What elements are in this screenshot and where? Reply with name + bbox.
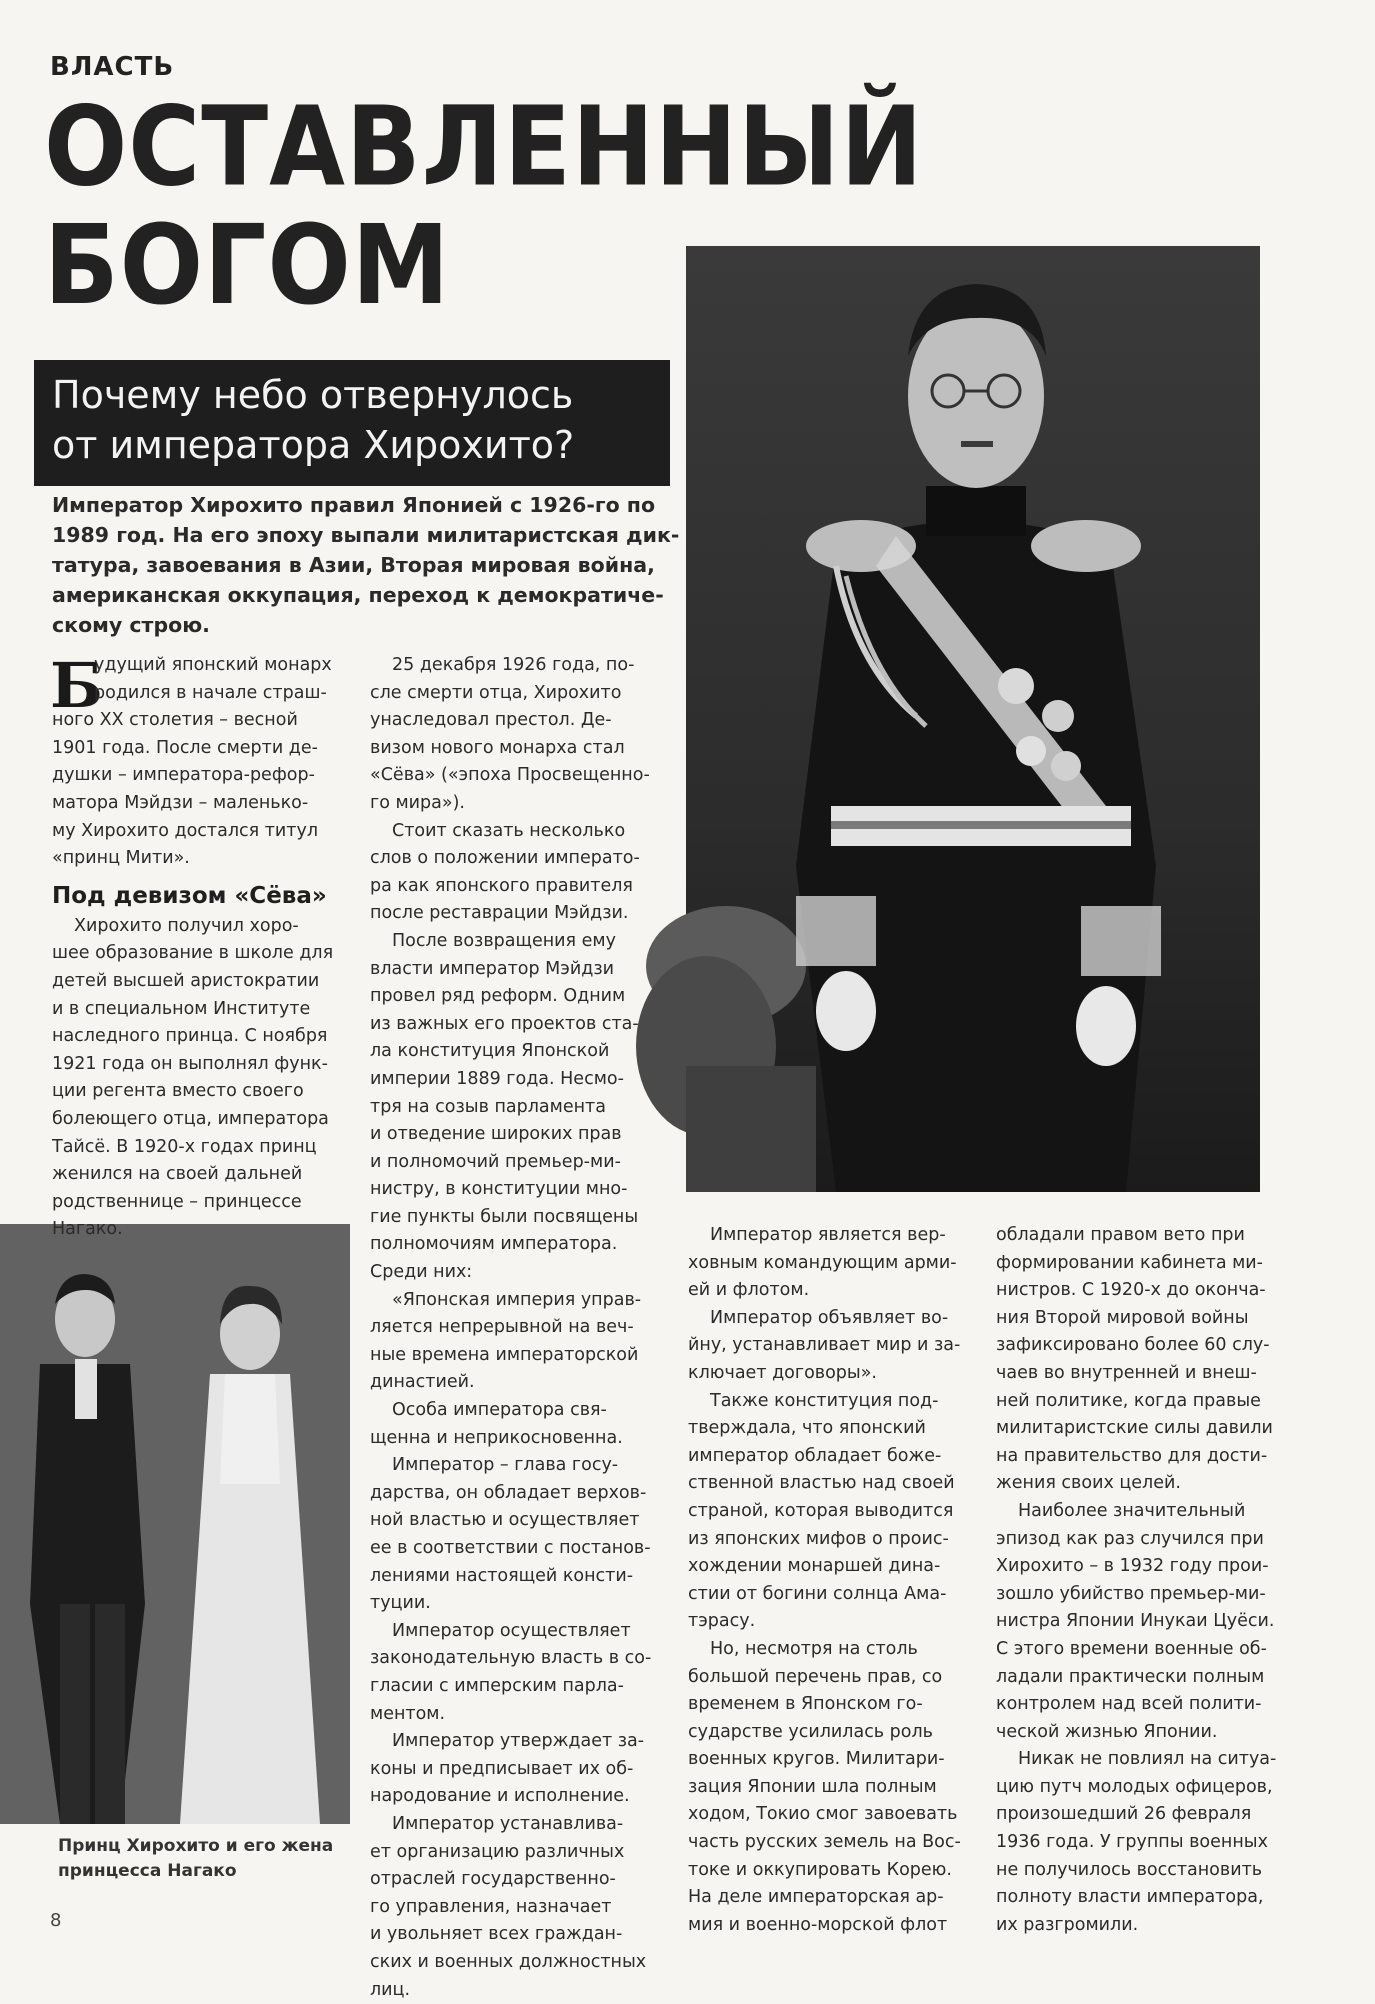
text-line: Но, несмотря на столь (688, 1636, 978, 1664)
lead-paragraph (52, 490, 672, 640)
text-line: народование и исполнение. (370, 1783, 670, 1811)
text-line: Император – глава госу- (370, 1452, 670, 1480)
text-line: лиц. (370, 1977, 670, 2004)
text-line: большой перечень прав, со (688, 1664, 978, 1692)
text-line: из японских мифов о проис- (688, 1526, 978, 1554)
text-line: коны и предписывает их об- (370, 1756, 670, 1784)
text-line: и полномочий премьер-ми- (370, 1149, 670, 1177)
text-line: ей и флотом. (688, 1277, 978, 1305)
text-line: тэрасу. (688, 1608, 978, 1636)
text-line: го управления, назначает (370, 1894, 670, 1922)
text-line: император обладает боже- (688, 1443, 978, 1471)
text-line: власти император Мэйдзи (370, 956, 670, 984)
text-line: империи 1889 года. Несмо- (370, 1066, 670, 1094)
text-line: Император устанавлива- (370, 1811, 670, 1839)
text-line: тверждала, что японский (688, 1415, 978, 1443)
text-line: ляется непрерывной на веч- (370, 1314, 670, 1342)
text-line: их разгромили. (996, 1912, 1306, 1940)
text-line: После возвращения ему (370, 928, 670, 956)
headline-line-2: БОГОМ (44, 207, 1104, 326)
subtitle-line: Почему небо отвернулось (52, 370, 652, 420)
subtitle-box (34, 360, 670, 486)
text-line: сле смерти отца, Хирохито (370, 680, 670, 708)
subtitle-line: от императора Хирохито? (52, 420, 652, 470)
text-line: родственнице – принцессе (52, 1189, 342, 1217)
text-line: зошло убийство премьер-ми- (996, 1581, 1306, 1609)
text-line: нистру, в конституции мно- (370, 1176, 670, 1204)
lead-line: скому строю. (52, 610, 672, 640)
text-line: ла конституция Японской (370, 1038, 670, 1066)
text-line: ней политике, когда правые (996, 1388, 1306, 1416)
text-line: родился в начале страш- (52, 680, 342, 708)
text-line: на правительство для дости- (996, 1443, 1306, 1471)
text-line: Наиболее значительный (996, 1498, 1306, 1526)
text-line: мия и военно-морской флот (688, 1912, 978, 1940)
text-line: полномочиям императора. (370, 1231, 670, 1259)
text-line: 1921 года он выполнял функ- (52, 1051, 342, 1079)
text-line: часть русских земель на Вос- (688, 1829, 978, 1857)
text-line: матора Мэйдзи – маленько- (52, 790, 342, 818)
text-line: нистров. С 1920-х до оконча- (996, 1277, 1306, 1305)
text-line: не получилось восстановить (996, 1857, 1306, 1885)
text-line: ключает договоры». (688, 1360, 978, 1388)
text-line: цию путч молодых офицеров, (996, 1774, 1306, 1802)
text-line: Никак не повлиял на ситуа- (996, 1746, 1306, 1774)
text-line: ственной властью над своей (688, 1470, 978, 1498)
text-line: 25 декабря 1926 года, по- (370, 652, 670, 680)
text-line: обладали правом вето при (996, 1222, 1306, 1250)
text-line: детей высшей аристократии (52, 968, 342, 996)
text-line: ные времена императорской (370, 1342, 670, 1370)
text-line: контролем над всей полити- (996, 1691, 1306, 1719)
text-line: Особа императора свя- (370, 1397, 670, 1425)
text-line: страной, которая выводится (688, 1498, 978, 1526)
text-line: Нагако. (52, 1216, 342, 1244)
text-line: чаев во внутренней и внеш- (996, 1360, 1306, 1388)
text-line: милитаристские силы давили (996, 1415, 1306, 1443)
caption-line: принцесса Нагако (58, 1859, 358, 1884)
text-line: ее в соответствии с постанов- (370, 1535, 670, 1563)
text-line: Тайсё. В 1920-х годах принц (52, 1134, 342, 1162)
text-line: зафиксировано более 60 слу- (996, 1332, 1306, 1360)
text-line: Стоит сказать несколько (370, 818, 670, 846)
text-line: туции. (370, 1590, 670, 1618)
text-line: йну, устанавливает мир и за- (688, 1332, 978, 1360)
emperor-portrait-photo (686, 246, 1260, 1192)
text-line: удущий японский монарх (52, 652, 342, 680)
photo-caption (58, 1834, 358, 1884)
text-line: лениями настоящей консти- (370, 1563, 670, 1591)
text-line: ной властью и осуществляет (370, 1507, 670, 1535)
prince-princess-photo (0, 1224, 350, 1824)
text-line: военных кругов. Милитари- (688, 1746, 978, 1774)
text-line: сударстве усилилась роль (688, 1719, 978, 1747)
text-line: эпизод как раз случился при (996, 1526, 1306, 1554)
text-line: ции регента вместо своего (52, 1078, 342, 1106)
text-line: ховным командующим арми- (688, 1250, 978, 1278)
text-line: го мира»). (370, 790, 670, 818)
text-line: Император является вер- (688, 1222, 978, 1250)
text-line: душки – императора-рефор- (52, 762, 342, 790)
column-4 (996, 1222, 1306, 1939)
text-line: ских и военных должностных (370, 1949, 670, 1977)
text-line: дарства, он обладает верхов- (370, 1480, 670, 1508)
caption-line: Принц Хирохито и его жена (58, 1834, 358, 1859)
text-line: Также конституция под- (688, 1388, 978, 1416)
text-line: ческой жизнью Японии. (996, 1719, 1306, 1747)
text-line: произошедший 26 февраля (996, 1801, 1306, 1829)
text-line: визом нового монарха стал (370, 735, 670, 763)
text-line: ходом, Токио смог завоевать (688, 1801, 978, 1829)
text-line: унаследовал престол. Де- (370, 707, 670, 735)
text-line: нистра Японии Инукаи Цуёси. (996, 1608, 1306, 1636)
text-line: стии от богини солнца Ама- (688, 1581, 978, 1609)
lead-line: татура, завоевания в Азии, Вторая мировая война, (52, 550, 672, 580)
text-line: Среди них: (370, 1259, 670, 1287)
text-line: щенна и неприкосновенна. (370, 1425, 670, 1453)
text-line: формировании кабинета ми- (996, 1250, 1306, 1278)
text-line: 1936 года. У группы военных (996, 1829, 1306, 1857)
text-line: временем в Японском го- (688, 1691, 978, 1719)
text-line: законодательную власть в со- (370, 1645, 670, 1673)
text-line: и увольняет всех граждан- (370, 1921, 670, 1949)
lead-line: американская оккупация, переход к демократиче- (52, 580, 672, 610)
text-line: провел ряд реформ. Одним (370, 983, 670, 1011)
text-line: «принц Мити». (52, 845, 342, 873)
text-line: болеющего отца, императора (52, 1106, 342, 1134)
text-line: хождении монаршей дина- (688, 1553, 978, 1581)
text-line: гие пункты были посвящены (370, 1204, 670, 1232)
text-line: из важных его проектов ста- (370, 1011, 670, 1039)
text-line: Император утверждает за- (370, 1728, 670, 1756)
text-line: династией. (370, 1369, 670, 1397)
text-line: полноту власти императора, (996, 1884, 1306, 1912)
text-line: женился на своей дальней (52, 1161, 342, 1189)
text-line: ния Второй мировой войны (996, 1305, 1306, 1333)
column-1 (52, 652, 342, 1244)
text-line: после реставрации Мэйдзи. (370, 900, 670, 928)
text-line: 1901 года. После смерти де- (52, 735, 342, 763)
text-line: шее образование в школе для (52, 940, 342, 968)
lead-line: Император Хирохито правил Японией с 1926-го по (52, 490, 672, 520)
text-line: ладали практически полным (996, 1664, 1306, 1692)
text-line: токе и оккупировать Корею. (688, 1857, 978, 1885)
text-line: и в специальном Институте (52, 996, 342, 1024)
text-line: Император осуществляет (370, 1618, 670, 1646)
text-line: На деле императорская ар- (688, 1884, 978, 1912)
text-line: гласии с имперским парла- (370, 1673, 670, 1701)
text-line: «Японская империя управ- (370, 1287, 670, 1315)
text-line: ного XX столетия – весной (52, 707, 342, 735)
text-line: «Сёва» («эпоха Просвещенно- (370, 762, 670, 790)
text-line: Хирохито – в 1932 году прои- (996, 1553, 1306, 1581)
text-line: ментом. (370, 1701, 670, 1729)
section-subheading: Под девизом «Сёва» (52, 879, 342, 913)
text-line: тря на созыв парламента (370, 1094, 670, 1122)
column-2 (370, 652, 670, 2004)
text-line: жения своих целей. (996, 1470, 1306, 1498)
text-line: и отведение широких прав (370, 1121, 670, 1149)
text-line: ет организацию различных (370, 1839, 670, 1867)
text-line: зация Японии шла полным (688, 1774, 978, 1802)
text-line: наследного принца. С ноября (52, 1023, 342, 1051)
text-line: му Хирохито достался титул (52, 818, 342, 846)
text-line: ра как японского правителя (370, 873, 670, 901)
text-line: отраслей государственно- (370, 1866, 670, 1894)
section-label: ВЛАСТЬ (50, 52, 174, 82)
headline-line-1: ОСТАВЛЕННЫЙ (44, 88, 1104, 207)
page-number: 8 (50, 1910, 61, 1931)
text-line: Хирохито получил хоро- (52, 913, 342, 941)
dropcap: Б (50, 656, 103, 716)
text-line: С этого времени военные об- (996, 1636, 1306, 1664)
text-line: Император объявляет во- (688, 1305, 978, 1333)
column-3 (688, 1222, 978, 1939)
lead-line: 1989 год. На его эпоху выпали милитаристская дик- (52, 520, 672, 550)
text-line: слов о положении императо- (370, 845, 670, 873)
